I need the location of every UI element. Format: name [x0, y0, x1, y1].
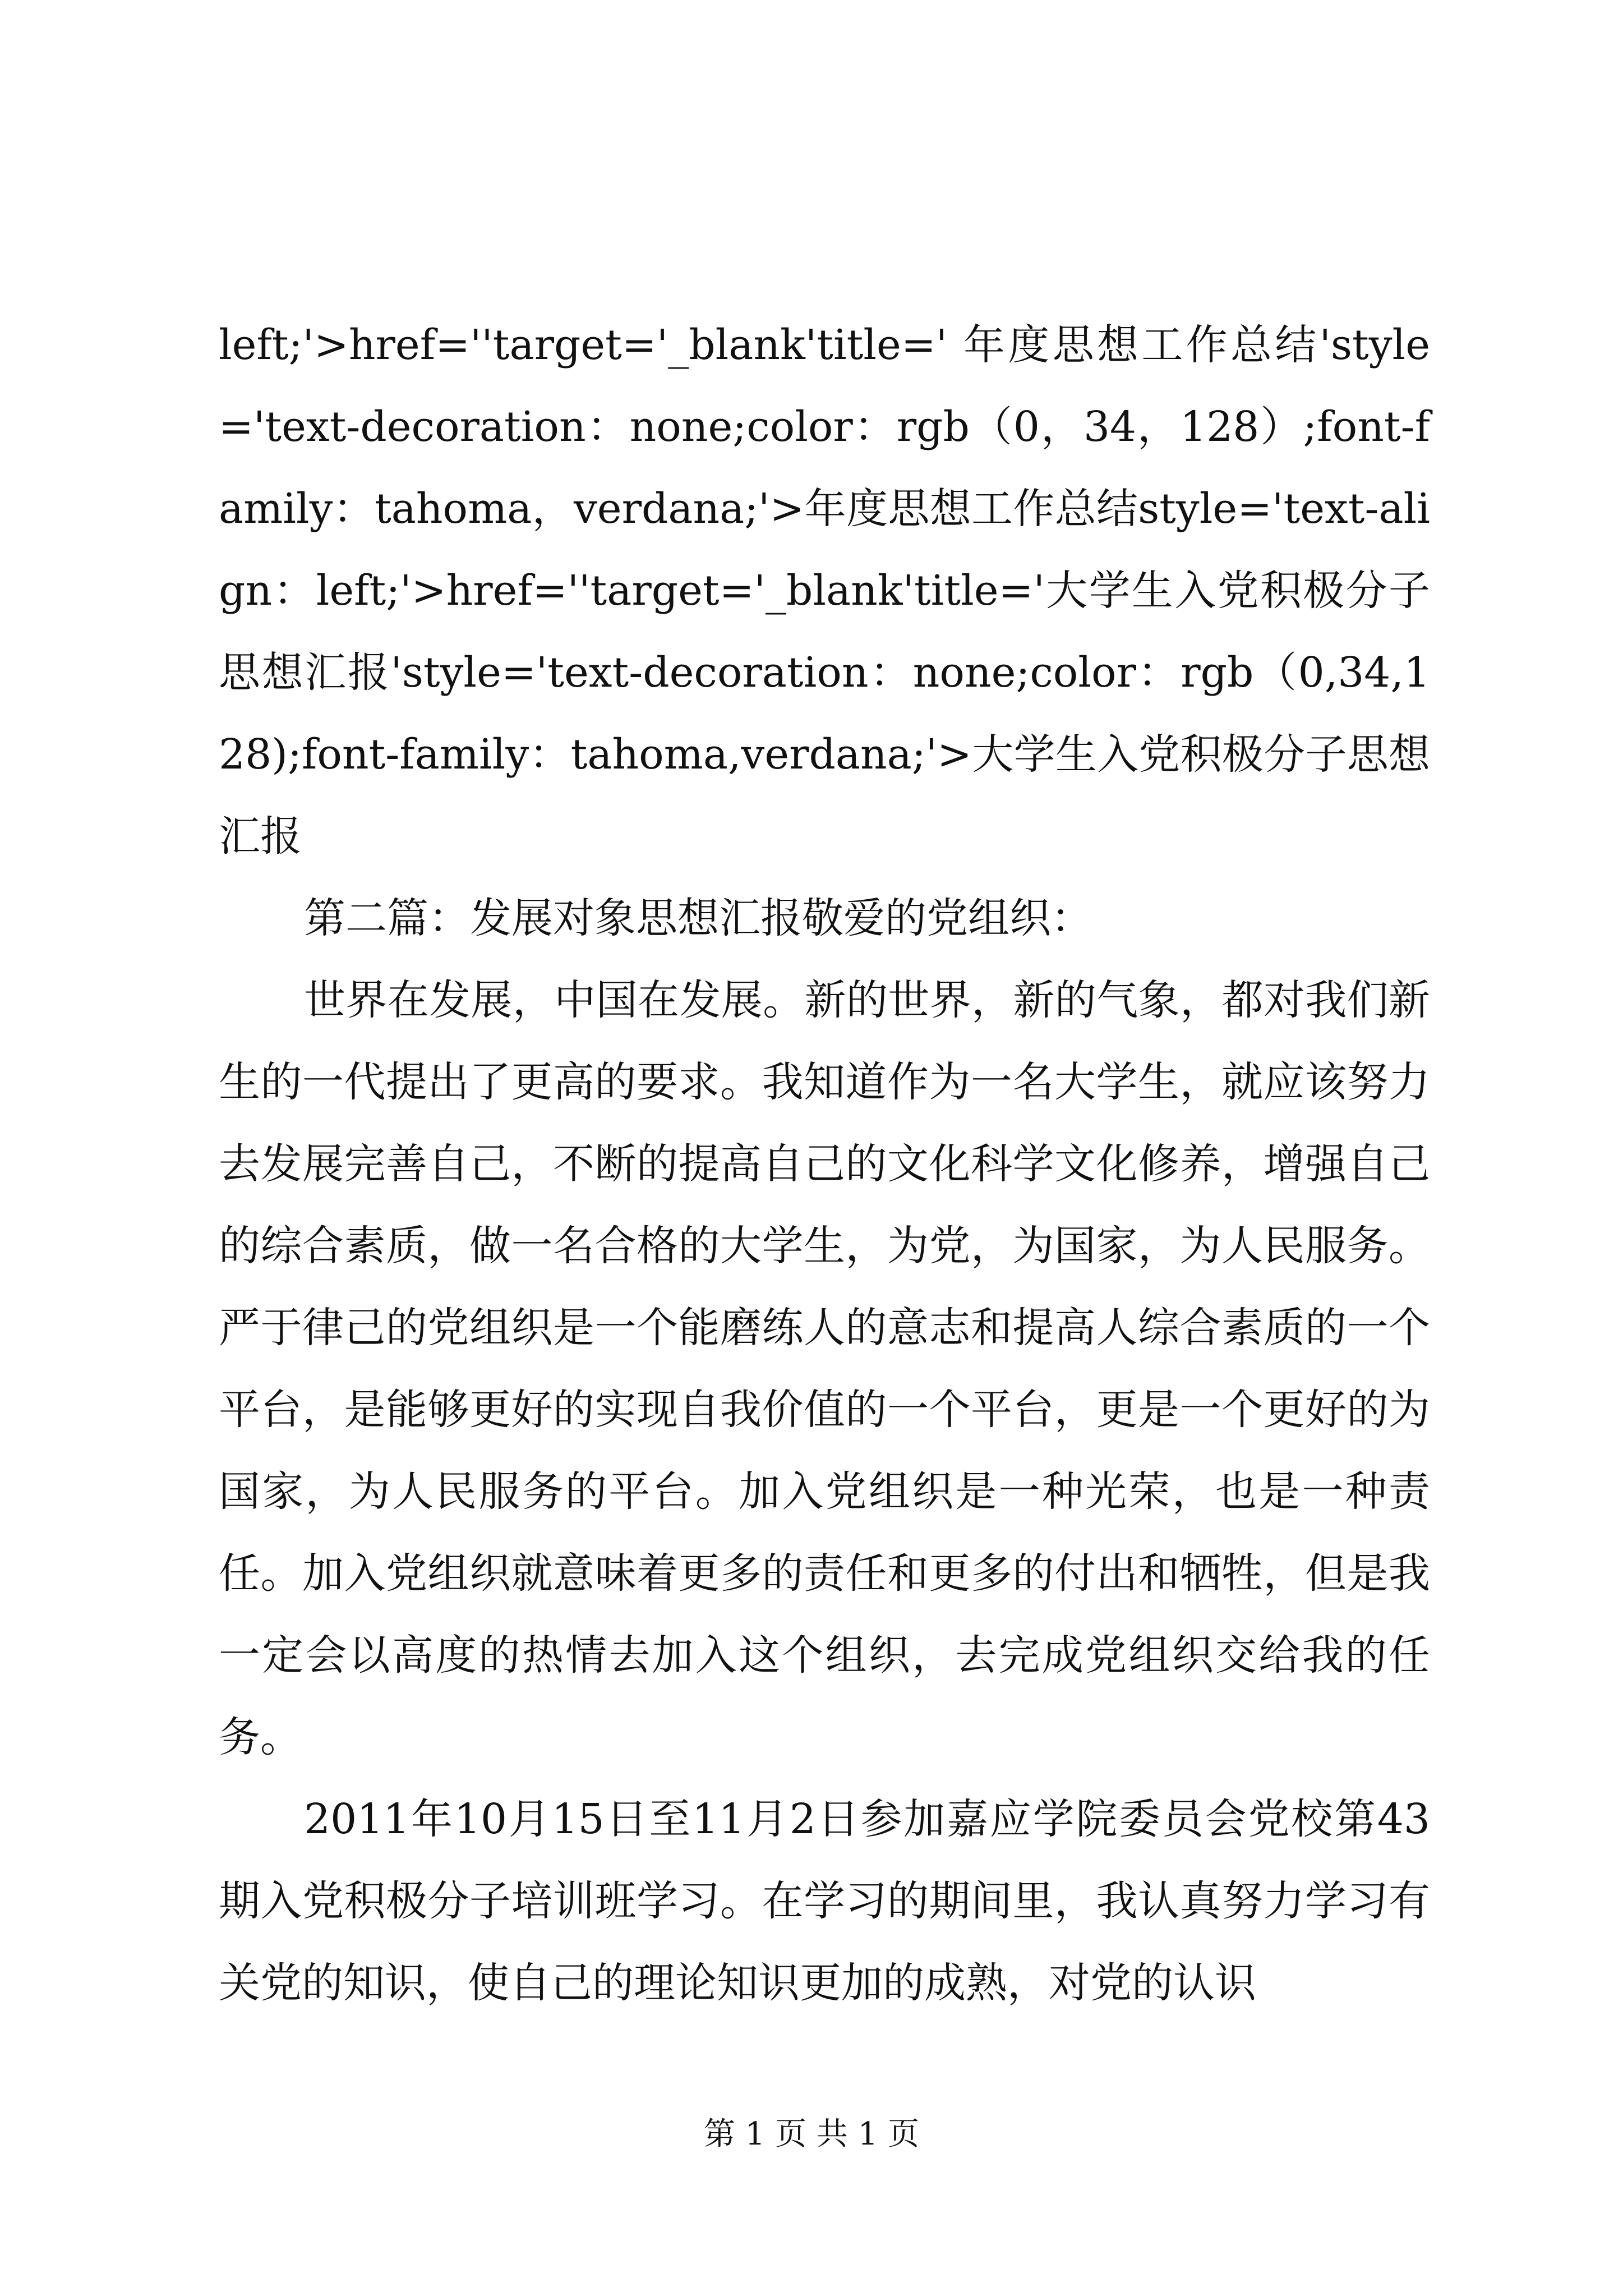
paragraph-section-heading: 第二篇：发展对象思想汇报敬爱的党组织：: [304, 894, 1092, 942]
page-footer: 第 1 页 共 1 页: [703, 2116, 920, 2152]
paragraph-html-fragment: left;'>href=''target='_blank'title=' 年度思想工作总结'style='text-decoration：none;color：rgb（0，34，128）;font-family：tahoma，verdana;'>年度思想工作总结style='text-align：left;'>href=''target='_blank'title='大学生入党积极分子思想汇报'style='text-decoration：none;color：rgb（0,34,128);font-family：tahoma,verdana;'>大学生入党积极分子思想汇报: [219, 321, 1430, 861]
paragraph-body-2: 2011年10月15日至11月2日参加嘉应学院委员会党校第43期入党积极分子培训班学习。在学习的期间里，我认真努力学习有关党的知识，使自己的理论知识更加的成熟，对党的认识: [219, 1795, 1430, 2007]
document-body: [219, 304, 1430, 2024]
paragraph-body-1: 世界在发展，中国在发展。新的世界，新的气象，都对我们新生的一代提出了更高的要求。我知道作为一名大学生，就应该努力去发展完善自己，不断的提高自己的文化科学文化修养，增强自己的综合素质，做一名合格的大学生，为党，为国家，为人民服务。严于律己的党组织是一个能磨练人的意志和提高人综合素质的一个平台，是能够更好的实现自我价值的一个平台，更是一个更好的为国家，为人民服务的平台。加入党组织是一种光荣，也是一种责任。加入党组织就意味着更多的责任和更多的付出和牺牲，但是我一定会以高度的热情去加入这个组织，去完成党组织交给我的任务。: [219, 976, 1430, 1761]
